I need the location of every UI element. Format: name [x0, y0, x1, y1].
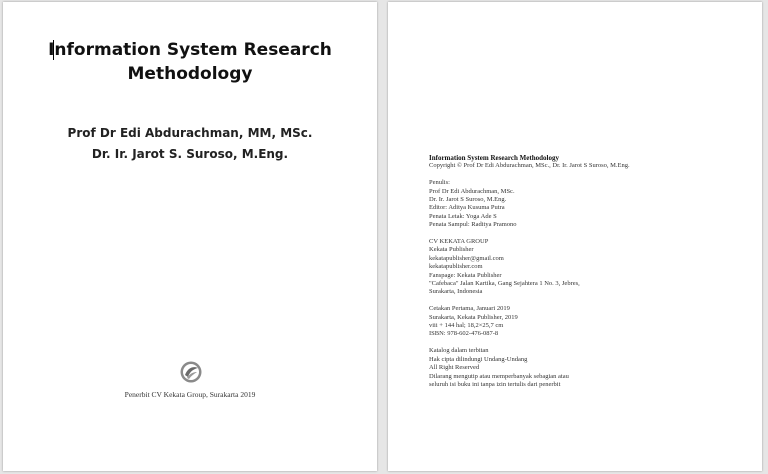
credit-line: Dr. Ir. Jarot S Suroso, M.Eng. — [429, 196, 507, 204]
legal-line: Dilarang mengutip atau memperbanyak sebagian atau — [429, 372, 569, 380]
legal-line: seluruh isi buku ini tanpa izin tertulis dari penerbit — [429, 380, 561, 388]
publisher-info-line: kekatapublisher.com — [429, 263, 483, 271]
credit-line: Editor: Aditya Kusuma Putra — [429, 204, 505, 212]
credit-line: Penata Sampul: Raditya Pramono — [429, 221, 517, 229]
book-title-line: Information System Research Methodology — [429, 154, 559, 162]
publisher-info-line: Surakarta, Indonesia — [429, 288, 483, 296]
publisher-info-line: CV KEKATA GROUP — [429, 238, 489, 246]
publisher-info-line: Fanspage: Kekata Publisher — [429, 271, 502, 279]
publisher-info-line: "Cafebaca" Jalan Kartika, Gang Sejahtera 1 No. 3, Jebres, — [429, 280, 580, 288]
publisher-info-line: Kekata Publisher — [429, 246, 474, 254]
book-title: Information System Research Methodology — [48, 40, 332, 84]
edition-line: viii + 144 hal; 18,2×25,7 cm — [429, 322, 504, 330]
copyright-block — [429, 154, 759, 389]
kekata-publisher-logo-icon — [179, 360, 203, 384]
edition-line: Surakarta, Kekata Publisher, 2019 — [429, 313, 518, 321]
publisher-info-line: kekatapublisher@gmail.com — [429, 254, 504, 262]
left-page[interactable] — [3, 2, 377, 471]
legal-line: All Right Reserved — [429, 364, 480, 372]
author-line: Prof Dr Edi Abdurachman, MM, MSc. — [67, 126, 313, 140]
legal-line: Hak cipta dilindungi Undang-Undang — [429, 355, 528, 363]
credit-line: Penata Letak: Yoga Ade S — [429, 212, 497, 220]
copyright-line: Copyright © Prof Dr Edi Abdurachman, MSc., Dr. Ir. Jarot S Suroso, M.Eng. — [429, 162, 630, 170]
author-line: Dr. Ir. Jarot S. Suroso, M.Eng. — [91, 147, 289, 161]
isbn-line: ISBN: 978-602-476-087-8 — [429, 330, 499, 338]
credit-line: Penulis: — [429, 179, 450, 187]
right-page[interactable] — [388, 2, 762, 471]
legal-line: Katalog dalam terbitan — [429, 347, 489, 355]
publisher-line: Penerbit CV Kekata Group, Surakarta 2019 — [124, 390, 256, 399]
edition-line: Cetakan Pertama, Januari 2019 — [429, 305, 510, 313]
credit-line: Prof Dr Edi Abdurachman, MSc. — [429, 187, 515, 195]
